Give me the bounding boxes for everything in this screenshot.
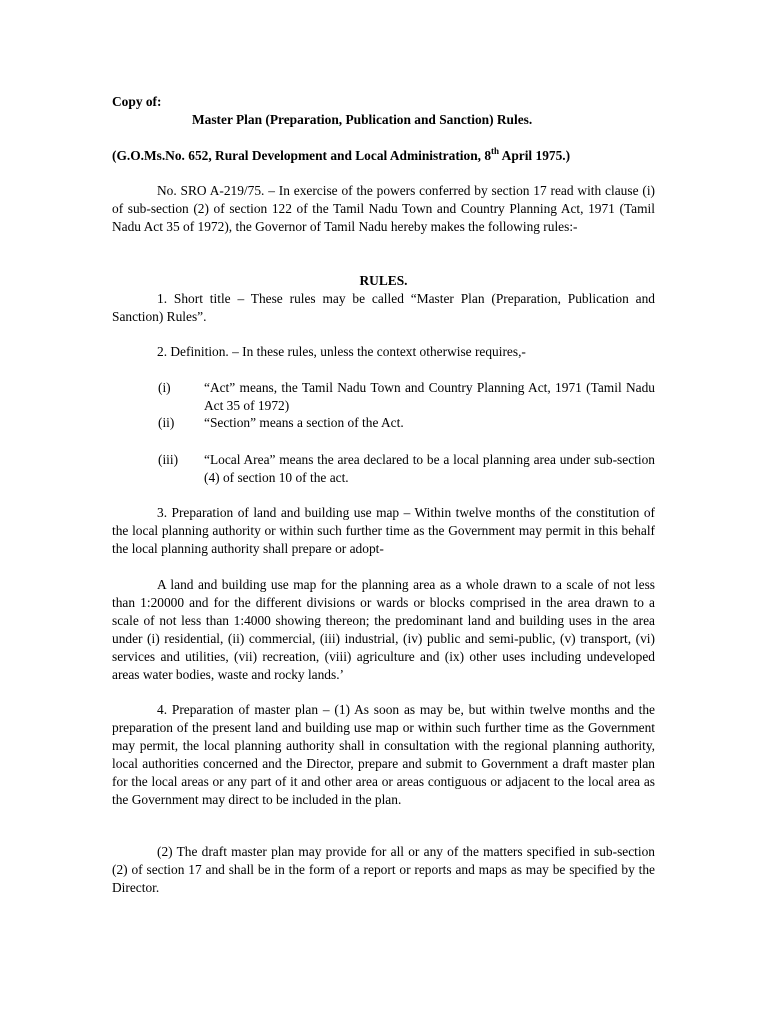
- definition-number: (iii): [158, 452, 179, 467]
- document-title: Master Plan (Preparation, Publication and Sanction) Rules.: [192, 112, 533, 127]
- preamble-paragraph: No. SRO A-219/75. – In exercise of the powers conferred by section 17 read with clause (i) of sub-section (2) of section 122 of the Tamil Nadu Town and Country Planning Act, 1971 (Tamil Nadu Act 35 of 1972), the Governor of Tamil Nadu hereby makes the following rules:-: [112, 183, 655, 234]
- rule-4-master-plan: 4. Preparation of master plan – (1) As soon as may be, but within twelve months and the preparation of the present land and building use map or within such further time as the Government may permit, the local planning authority shall in consultation with the regional planning authority, local authorities concerned and the Director, prepare and submit to Government a draft master plan for the local areas or any part of it and other area or areas contiguous or adjacent to the local area as the Government may direct to be included in the plan.: [112, 702, 655, 807]
- gazette-reference-main: (G.O.Ms.No. 652, Rural Development and Local Administration, 8: [112, 148, 492, 163]
- gazette-reference-date: April 1975.): [499, 148, 571, 163]
- definition-number: (i): [158, 380, 171, 395]
- definition-text: “Section” means a section of the Act.: [204, 415, 404, 430]
- rule-3-land-use-map: 3. Preparation of land and building use map – Within twelve months of the constitution of the local planning authority or within such further time as the Government may permit in this behalf the local planning authority shall prepare or adopt-: [112, 505, 655, 556]
- rule-3-map-description: A land and building use map for the planning area as a whole drawn to a scale of not less than 1:20000 and for the different divisions or wards or blocks comprised in the area drawn to a scale of not less than 1:4000 showing thereon; the predominant land and building uses in the area under (i) residential, (ii) commercial, (iii) industrial, (iv) public and semi-public, (v) transport, (vi) services and utilities, (vii) recreation, (viii) agriculture and (ix) other uses including undeveloped areas water bodies, waste and rocky lands.’: [112, 577, 655, 682]
- rules-heading: RULES.: [359, 273, 408, 288]
- rule-4-subsection-2: (2) The draft master plan may provide for all or any of the matters specified in sub-section (2) of section 17 and shall be in the form of a report or reports and maps as may be specified by the Director.: [112, 844, 655, 895]
- rule-2-definition: 2. Definition. – In these rules, unless the context otherwise requires,-: [157, 344, 526, 359]
- gazette-reference-ordinal: th: [491, 145, 500, 156]
- rule-1-short-title: 1. Short title – These rules may be called “Master Plan (Preparation, Publication and Sanction) Rules”.: [112, 291, 655, 324]
- definition-number: (ii): [158, 415, 175, 430]
- gazette-reference: [112, 147, 672, 165]
- copy-of-label: Copy of:: [112, 94, 162, 109]
- definition-text: “Local Area” means the area declared to be a local planning area under sub-section (4) of section 10 of the act.: [204, 452, 655, 485]
- definition-text: “Act” means, the Tamil Nadu Town and Country Planning Act, 1971 (Tamil Nadu Act 35 of 1972): [204, 380, 655, 413]
